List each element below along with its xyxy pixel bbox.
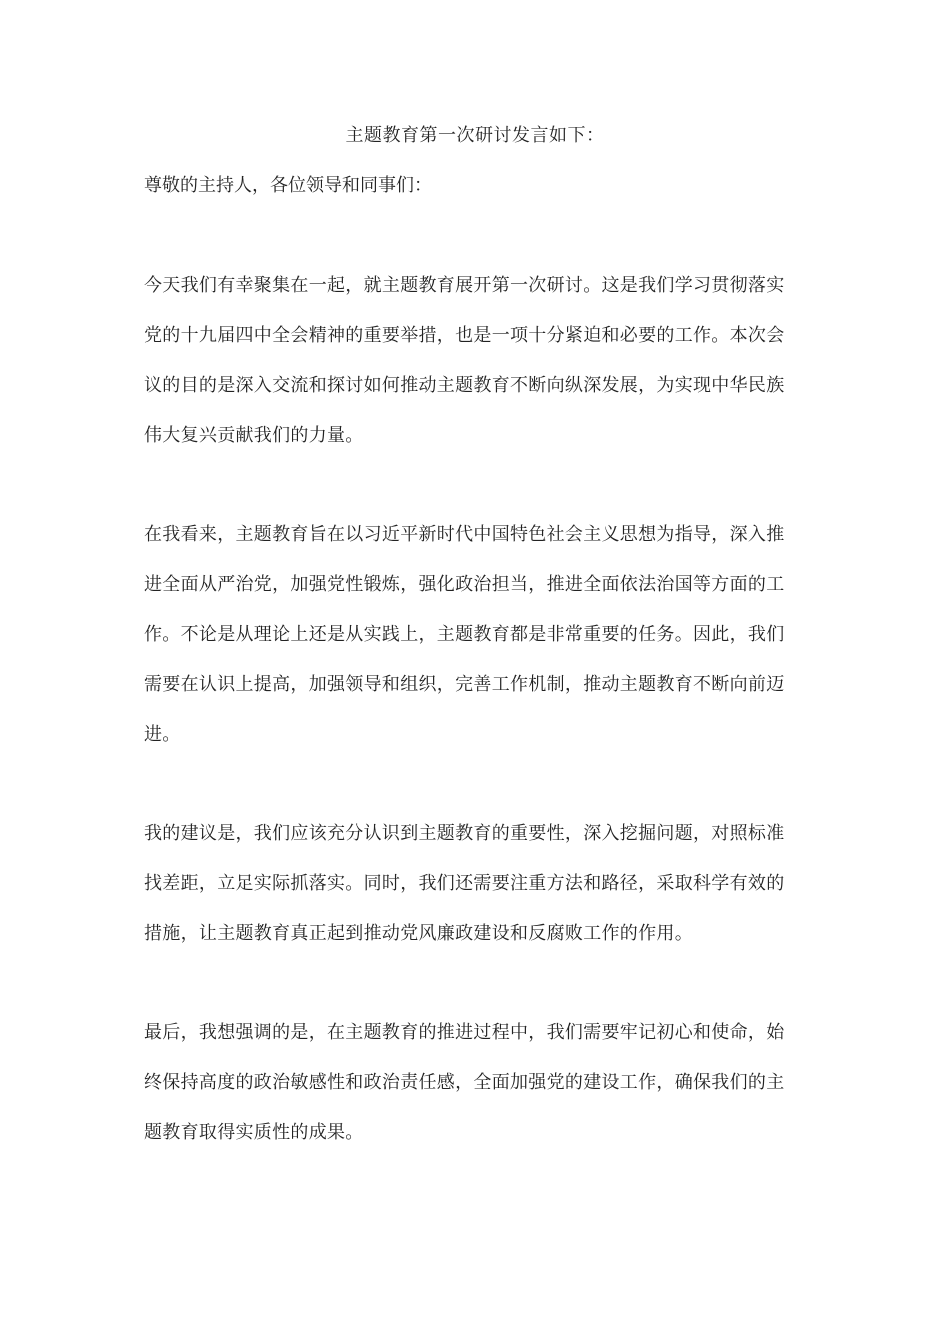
paragraph-4 [144,1021,814,1171]
paragraph-line: 进全面从严治党，加强党性锻炼，强化政治担当，推进全面依法治国等方面的工 [144,574,785,595]
paragraph-line: 进。 [144,724,181,745]
paragraph-line: 党的十九届四中全会精神的重要举措，也是一项十分紧迫和必要的工作。本次会 [144,325,785,346]
paragraph-line: 作。不论是从理论上还是从实践上，主题教育都是非常重要的任务。因此，我们 [144,624,785,645]
salutation: 尊敬的主持人，各位领导和同事们： [144,175,432,196]
paragraph-line: 题教育取得实质性的成果。 [144,1122,364,1143]
paragraph-1 [144,274,814,474]
paragraph-line: 需要在认识上提高，加强领导和组织，完善工作机制，推动主题教育不断向前迈 [144,674,785,695]
document-title: 主题教育第一次研讨发言如下： [345,125,605,146]
paragraph-line: 终保持高度的政治敏感性和政治责任感，全面加强党的建设工作，确保我们的主 [144,1072,785,1093]
paragraph-2 [144,523,814,773]
paragraph-line: 在我看来，主题教育旨在以习近平新时代中国特色社会主义思想为指导，深入推 [144,524,785,545]
paragraph-line: 今天我们有幸聚集在一起，就主题教育展开第一次研讨。这是我们学习贯彻落实 [144,275,785,296]
paragraph-line: 我的建议是，我们应该充分认识到主题教育的重要性，深入挖掘问题，对照标准 [144,823,785,844]
paragraph-line: 伟大复兴贡献我们的力量。 [144,425,364,446]
paragraph-line: 议的目的是深入交流和探讨如何推动主题教育不断向纵深发展，为实现中华民族 [144,375,785,396]
paragraph-line: 措施，让主题教育真正起到推动党风廉政建设和反腐败工作的作用。 [144,923,693,944]
paragraph-line: 找差距，立足实际抓落实。同时，我们还需要注重方法和路径，采取科学有效的 [144,873,785,894]
paragraph-line: 最后，我想强调的是，在主题教育的推进过程中，我们需要牢记初心和使命，始 [144,1022,785,1043]
paragraph-3 [144,822,814,972]
